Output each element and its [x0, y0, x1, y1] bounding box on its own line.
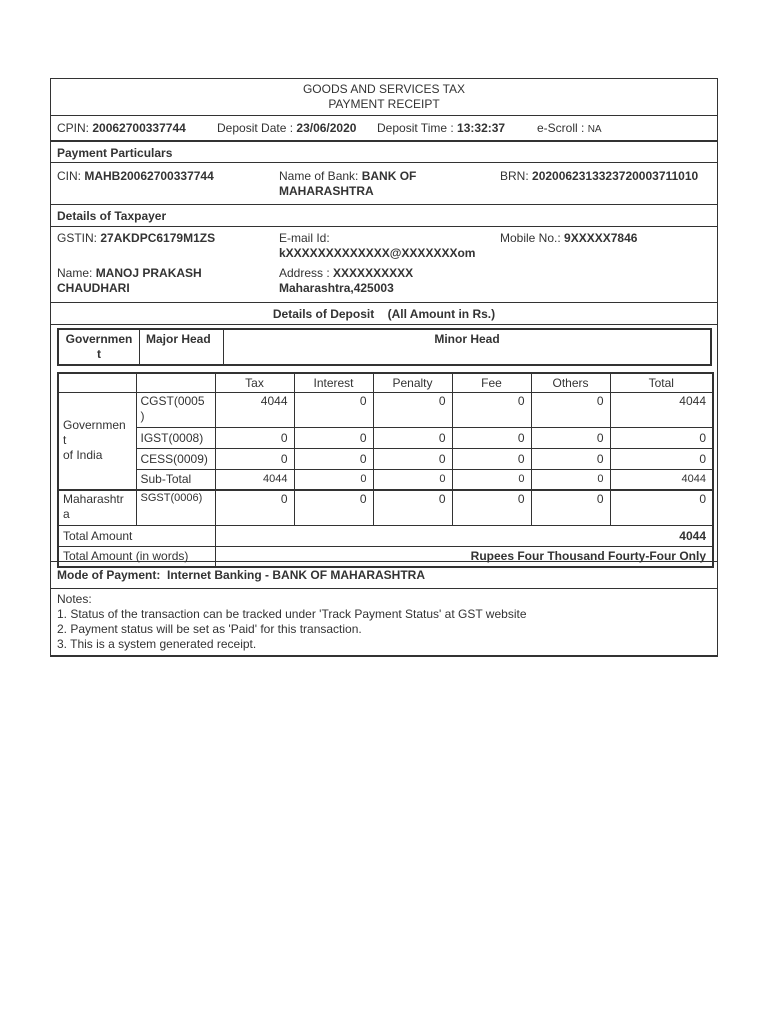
gov-india-cell [58, 392, 136, 490]
brn-value: 2020062313323720003711010 [532, 169, 699, 183]
taxpayer-details [51, 227, 717, 303]
bank-value-line1: BANK OF [361, 169, 417, 183]
subtotal-tax: 4044 [215, 469, 294, 490]
gstin-value: 27AKDPC6179M1ZS [100, 231, 216, 245]
notes-title: Notes: [57, 592, 92, 606]
head-government-line2: t [97, 347, 101, 361]
total-words-label: Total Amount (in words) [58, 546, 215, 567]
head-government [58, 329, 140, 365]
cess-penalty: 0 [373, 448, 452, 469]
igst-total: 0 [610, 427, 713, 448]
total-amount-label: Total Amount [58, 525, 215, 546]
escroll [537, 116, 602, 142]
subtotal-others: 0 [531, 469, 610, 490]
cpin-value: 20062700337744 [92, 121, 186, 135]
mobile [500, 231, 637, 246]
taxpayer-name [57, 266, 202, 296]
col-interest: Interest [294, 373, 373, 392]
head-minor: Minor Head [434, 332, 500, 346]
address-label: Address : [279, 266, 330, 280]
gov-india-line1: Governmen [63, 418, 126, 433]
deposit-title [51, 303, 717, 325]
address-value-line2: Maharashtra,425003 [279, 281, 394, 295]
subtotal-interest: 0 [294, 469, 373, 490]
cess-others: 0 [531, 448, 610, 469]
cgst-penalty: 0 [373, 392, 452, 427]
deposit-time-value: 13:32:37 [457, 121, 506, 135]
deposit-time [377, 116, 505, 141]
minor-header-row [58, 373, 713, 392]
gst-payment-receipt [50, 78, 718, 657]
sgst-others: 0 [531, 490, 610, 525]
name-value-line2: CHAUDHARI [57, 281, 130, 295]
cgst-total: 4044 [610, 392, 713, 427]
bank-value-line2: MAHARASHTRA [279, 184, 374, 198]
table-row [58, 427, 713, 448]
receipt-meta [51, 116, 717, 141]
cin-label: CIN: [57, 169, 81, 183]
name-label: Name: [57, 266, 93, 280]
receipt-title-line2: PAYMENT RECEIPT [328, 97, 440, 111]
gstin-label: GSTIN: [57, 231, 98, 245]
cess-label: CESS(0009) [136, 448, 215, 469]
deposit-head-table [57, 328, 712, 366]
state-line2: a [63, 507, 70, 521]
table-row [58, 490, 713, 525]
deposit-date [217, 116, 356, 141]
cgst-label [136, 392, 215, 427]
igst-label: IGST(0008) [136, 427, 215, 448]
deposit-date-value: 23/06/2020 [296, 121, 357, 135]
cess-tax: 0 [215, 448, 294, 469]
deposit-block [51, 325, 717, 562]
total-amount-value: 4044 [215, 525, 713, 546]
igst-tax: 0 [215, 427, 294, 448]
brn-label: BRN: [500, 169, 529, 183]
table-row [58, 392, 713, 427]
gov-india-line3: of India [63, 448, 103, 463]
col-tax: Tax [215, 373, 294, 392]
subtotal-fee: 0 [452, 469, 531, 490]
cess-total: 0 [610, 448, 713, 469]
cin [57, 169, 214, 184]
mode-of-payment [51, 562, 717, 589]
note-item: 1. Status of the transaction can be tracked under 'Track Payment Status' at GST website [57, 607, 527, 621]
cin-value: MAHB20062700337744 [84, 169, 214, 183]
mobile-value: 9XXXXX7846 [564, 231, 638, 245]
igst-others: 0 [531, 427, 610, 448]
blank-header-2 [136, 373, 215, 392]
email-label: E-mail Id: [279, 231, 330, 245]
notes [51, 589, 717, 655]
name-value-line1: MANOJ PRAKASH [95, 266, 202, 280]
head-government-line1: Governmen [65, 332, 133, 346]
mode-label: Mode of Payment: [57, 568, 161, 582]
taxpayer-title: Details of Taxpayer [51, 205, 717, 227]
sgst-fee: 0 [452, 490, 531, 525]
receipt-title-line1: GOODS AND SERVICES TAX [302, 82, 466, 96]
cpin [57, 116, 186, 141]
cgst-interest: 0 [294, 392, 373, 427]
deposit-title-text: Details of Deposit [272, 307, 375, 321]
subtotal-label: Sub-Total [136, 469, 215, 490]
col-others: Others [531, 373, 610, 392]
mode-value: Internet Banking - BANK OF MAHARASHTRA [167, 568, 426, 582]
escroll-label: e-Scroll : [537, 121, 585, 135]
address [279, 266, 413, 296]
cgst-line2: ) [140, 408, 145, 423]
note-item: 2. Payment status will be set as 'Paid' for this transaction. [57, 622, 362, 636]
subtotal-total: 4044 [610, 469, 713, 490]
payment-particulars [51, 163, 717, 205]
sgst-label: SGST(0006) [136, 490, 215, 525]
email [279, 231, 475, 261]
escroll-value: NA [587, 124, 602, 135]
cgst-others: 0 [531, 392, 610, 427]
cess-fee: 0 [452, 448, 531, 469]
head-major: Major Head [140, 329, 224, 365]
sgst-penalty: 0 [373, 490, 452, 525]
col-penalty: Penalty [373, 373, 452, 392]
payment-particulars-title: Payment Particulars [51, 141, 717, 163]
sgst-interest: 0 [294, 490, 373, 525]
address-value-line1: XXXXXXXXXX [333, 266, 414, 280]
email-value: kXXXXXXXXXXXXX@XXXXXXXom [279, 246, 476, 260]
subtotal-penalty: 0 [373, 469, 452, 490]
igst-fee: 0 [452, 427, 531, 448]
cess-interest: 0 [294, 448, 373, 469]
gstin [57, 231, 215, 246]
note-item: 3. This is a system generated receipt. [57, 637, 257, 651]
cgst-line1: CGST(0005 [140, 393, 205, 408]
deposit-date-label: Deposit Date : [217, 121, 294, 135]
receipt-header [51, 79, 717, 116]
cpin-label: CPIN: [57, 121, 90, 135]
bank-label: Name of Bank: [279, 169, 359, 183]
igst-penalty: 0 [373, 427, 452, 448]
sgst-tax: 0 [215, 490, 294, 525]
cgst-fee: 0 [452, 392, 531, 427]
sgst-total: 0 [610, 490, 713, 525]
total-words-value: Rupees Four Thousand Fourty-Four Only [215, 546, 713, 567]
deposit-minor-table [57, 372, 714, 568]
table-row [58, 448, 713, 469]
col-fee: Fee [452, 373, 531, 392]
table-row [58, 469, 713, 490]
brn [500, 169, 698, 184]
deposit-subtitle: (All Amount in Rs.) [387, 307, 496, 321]
igst-interest: 0 [294, 427, 373, 448]
total-amount-row [58, 525, 713, 546]
col-total: Total [610, 373, 713, 392]
cgst-tax: 4044 [215, 392, 294, 427]
blank-header-1 [58, 373, 136, 392]
bank [279, 169, 416, 199]
state-line1: Maharashtr [63, 492, 124, 506]
state-cell [58, 490, 136, 525]
mobile-label: Mobile No.: [500, 231, 561, 245]
deposit-time-label: Deposit Time : [377, 121, 454, 135]
gov-india-line2: t [63, 433, 67, 448]
